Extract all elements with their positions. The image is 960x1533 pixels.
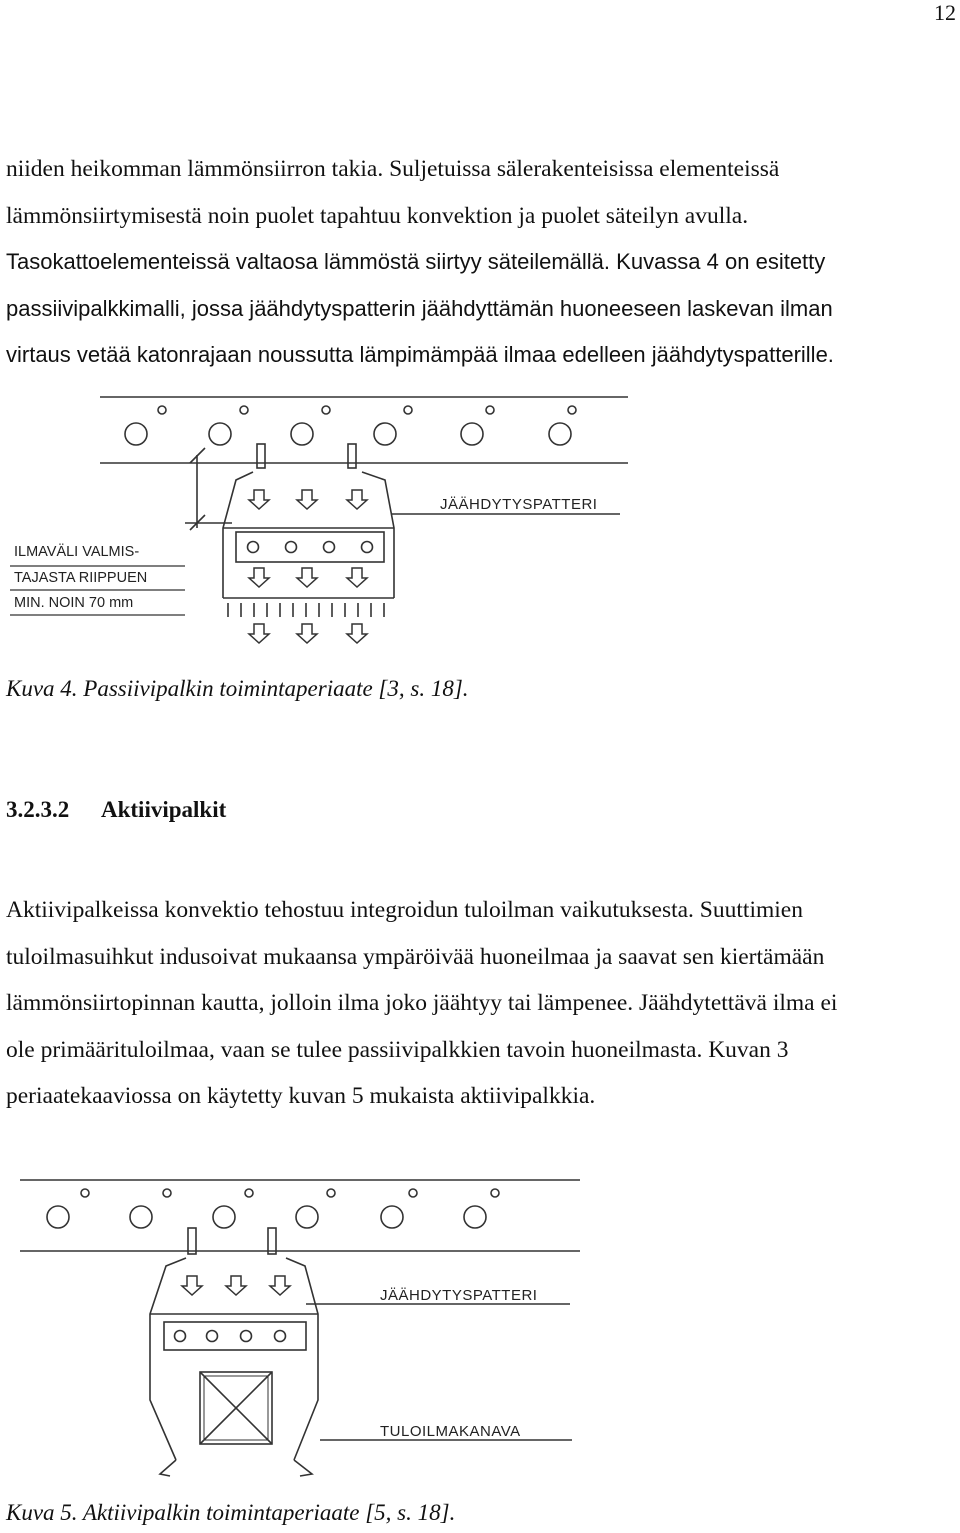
gap-label-line-1: ILMAVÄLI VALMIS- (14, 544, 140, 560)
paragraph-2 (6, 887, 956, 1120)
down-arrow-icon (347, 568, 367, 587)
section-number: 3.2.3.2 (6, 797, 70, 822)
down-arrow-icon (226, 1276, 246, 1295)
down-arrow-icon (297, 568, 317, 587)
figure-4-diagram (0, 388, 660, 658)
para1-line-3 (6, 239, 956, 286)
down-arrow-icon (297, 490, 317, 509)
para2-line-3: lämmönsiirtopinnan kautta, jolloin ilma joko jäähtyy tai lämpenee. Jäähdytettävä ilma ei (6, 990, 838, 1016)
section-title: Aktiivipalkit (101, 797, 227, 822)
down-arrow-icon (249, 624, 269, 643)
paragraph-1 (6, 146, 956, 379)
para1-line-2: lämmönsiirtymisestä noin puolet tapahtuu konvektion ja puolet säteilyn avulla. (6, 202, 749, 229)
para1-line-5: virtaus vetää katonrajaan noussutta lämpimämpää ilmaa edelleen jäähdytyspatterille. (6, 342, 834, 367)
para1-line-4: passiivipalkkimalli, jossa jäähdytyspatterin jäähdyttämän huoneeseen laskevan ilman (6, 295, 833, 321)
para1-line-3a: Tasokattoelementeissä valtaosa lämmöstä siirtyy säteilemällä. (6, 249, 611, 274)
coil-label-5: JÄÄHDYTYSPATTERI (380, 1287, 538, 1304)
para2-line-5: periaatekaaviossa on käytetty kuvan 5 mukaista aktiivipalkkia. (6, 1083, 596, 1109)
gap-label-line-3: MIN. NOIN 70 mm (14, 595, 134, 611)
figure-5-diagram (0, 1170, 600, 1490)
para1-line-1: niiden heikomman lämmönsiirron takia. Suljetuissa sälerakenteisissa elementeissä (6, 156, 780, 182)
airflow-arrows (249, 490, 367, 643)
down-arrow-icon (270, 1276, 290, 1295)
coil-label: JÄÄHDYTYSPATTERI (440, 496, 598, 513)
para1-line-3b: Kuvassa 4 on esitetty (610, 249, 826, 274)
grille-ticks (228, 603, 384, 617)
figure-5-caption: Kuva 5. Aktiivipalkin toimintaperiaate [5, s. 18]. (6, 1500, 456, 1525)
para2-line-4: ole primäärituloilmaa, vaan se tulee passiivipalkkien tavoin huoneilmasta. Kuvan 3 (6, 1036, 789, 1063)
down-arrow-icon (347, 490, 367, 509)
page-number: 12 (934, 0, 956, 25)
down-arrow-icon (249, 568, 269, 587)
section-heading (6, 797, 226, 823)
para2-line-2: tuloilmasuihkut indusoivat mukaansa ympäröivää huoneilmaa ja saavat sen kiertämään (6, 943, 825, 970)
para2-line-1: Aktiivipalkeissa konvektio tehostuu integroidun tuloilman vaikutuksesta. Suuttimien (6, 897, 803, 923)
down-arrow-icon (249, 490, 269, 509)
airflow-arrows-5 (182, 1276, 290, 1295)
gap-label-line-2: TAJASTA RIIPPUEN (14, 570, 148, 586)
figure-4-caption: Kuva 4. Passiivipalkin toimintaperiaate [3, s. 18]. (6, 676, 469, 701)
down-arrow-icon (182, 1276, 202, 1295)
down-arrow-icon (297, 624, 317, 643)
down-arrow-icon (347, 624, 367, 643)
duct-label: TULOILMAKANAVA (380, 1423, 521, 1440)
